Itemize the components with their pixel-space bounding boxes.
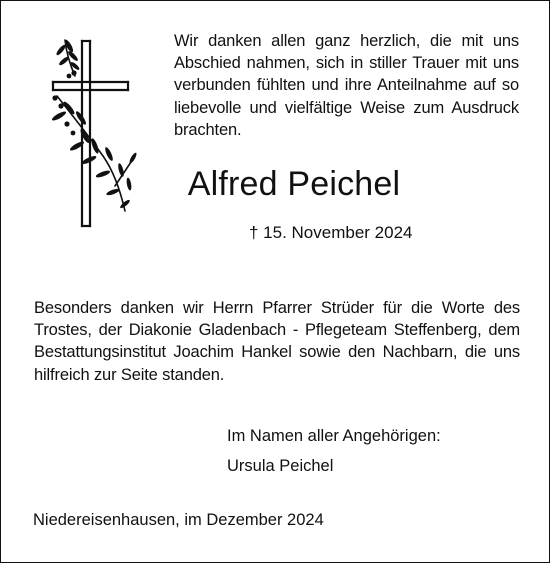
special-acknowledgment: Besonders danken wir Herrn Pfarrer Strüder für die Worte des Trostes, der Diakonie Gladenbach - Pflegeteam Steffenberg, dem Bestattungsinstitut Joachim Hankel sowie den Nachbarn, die uns hilfreich zur Seite standen. (34, 299, 520, 384)
cross-with-olive-branch-icon (45, 36, 145, 231)
deceased-name: Alfred Peichel (187, 165, 401, 203)
death-date: † 15. November 2024 (249, 223, 413, 242)
thank-you-message: Wir danken allen ganz herzlich, die mit uns Abschied nahmen, sich in stiller Trauer mit uns verbunden fühlten und ihre Anteilnahme auf so liebevolle und vielfältige Weise zum Ausdruck brachten. (174, 32, 519, 139)
place-and-date: Niedereisenhausen, im Dezember 2024 (33, 511, 324, 529)
signatory-name: Ursula Peichel (227, 457, 334, 475)
signature-intro: Im Namen aller Angehörigen: (227, 427, 441, 445)
